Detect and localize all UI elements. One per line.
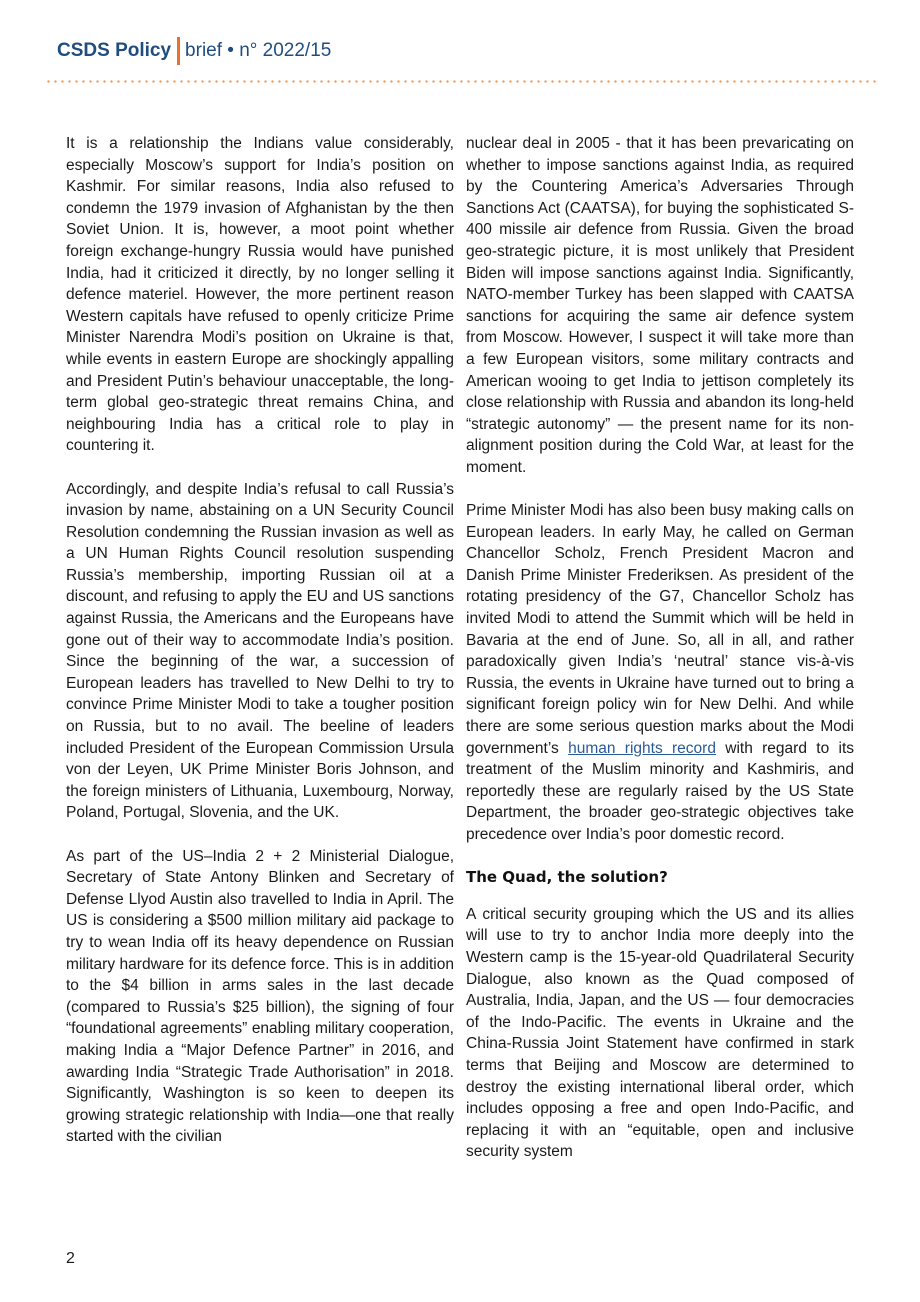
brand-title: CSDS Policy <box>57 40 172 61</box>
right-column <box>466 133 854 1163</box>
page-number: 2 <box>66 1250 75 1267</box>
paragraph: Accordingly, and despite India’s refusal to call Russia’s invasion by name, abstaining on a UN Security Council Resolution condemning the Russian invasion as well as a UN Human Rights Council resolution suspending Russia’s membership, importing Russian oil at a discount, and refusing to apply the EU and US sanctions against Russia, the Americans and the Europeans have gone out of their way to accommodate India’s position. Since the beginning of the war, a succession of European leaders has travelled to New Delhi to try to convince Prime Minister Modi to take a tougher position on Russia, but to no avail. The beeline of leaders included President of the European Commission Ursula von der Leyen, UK Prime Minister Boris Johnson, and the foreign ministers of Lithuania, Luxembourg, Norway, Poland, Portugal, Slovenia, and the UK. <box>66 480 454 822</box>
paragraph-text: with regard to its treatment of the Muslim minority and Kashmiris, and reportedly these are regularly raised by the US State Department, the broader geo-strategic objectives take precedence over India’s poor domestic record. <box>466 739 855 843</box>
paragraph-with-link <box>466 500 854 846</box>
paragraph: As part of the US–India 2 + 2 Ministerial Dialogue, Secretary of State Antony Blinken and Secretary of Defense Llyod Austin also travelled to India in April. The US is considering a $500 million military aid package to try to wean India off its heavy dependence on Russian military hardware for its defence force. This is in addition to the $4 billion in arms sales in the last decade (compared to Russia’s $25 billion), the signing of four “foundational agreements” enabling military cooperation, making India a “Major Defence Partner” in 2016, and awarding India “Strategic Trade Authorisation” in 2018. Significantly, Washington is so keen to deepen its growing strategic relationship with India—one that really started with the civilian <box>66 847 454 1146</box>
paragraph: A critical security grouping which the US and its allies will use to try to anchor India more deeply into the Western camp is the 15-year-old Quadrilateral Security Dialogue, also known as the Quad composed of Australia, India, Japan, and the US — four democracies of the Indo-Pacific. The events in Ukraine and the China-Russia Joint Statement have confirmed in stark terms that Beijing and Moscow are determined to destroy the existing international liberal order, which includes opposing a free and open Indo-Pacific, and replacing it with an “equitable, open and inclusive security system <box>466 905 854 1161</box>
paragraph-text: Prime Minister Modi has also been busy making calls on European leaders. In early May, he called on German Chancellor Scholz, French President Macron and Danish Prime Minister Frederiksen. As president of the rotating presidency of the G7, Chancellor Scholz has invited Modi to attend the Summit which will be held in Bavaria at the end of June. So, all in all, and rather paradoxically given India’s ‘neutral’ stance vis-à-vis Russia, the events in Ukraine have turned out to bring a significant foreign policy win for New Delhi. And while there are some serious question marks about the Modi government’s <box>466 502 854 757</box>
paragraph: nuclear deal in 2005 - that it has been prevaricating on whether to impose sanctions against India, as required by the Countering America’s Adversaries Through Sanctions Act (CAATSA), for buying the sophisticated S-400 missile air defence from Russia. Given the broad geo-strategic picture, it is most unlikely that President Biden will impose sanctions against India. Significantly, NATO-member Turkey has been slapped with CAATSA sanctions for acquiring the same air defence system from Moscow. However, I suspect it will take more than a few European visitors, some military contracts and American wooing to get India to jettison completely its close relationship with Russia and abandon its long-held “strategic autonomy” — the present name for its non-alignment position during the Cold War, at least for the moment. <box>466 135 854 476</box>
header-separator <box>177 37 180 65</box>
document-header <box>57 36 331 66</box>
dotted-divider <box>45 80 877 83</box>
paragraph: It is a relationship the Indians value considerably, especially Moscow’s support for India’s position on Kashmir. For similar reasons, India also refused to condemn the 1979 invasion of Afghanistan by the then Soviet Union. It is, however, a moot point whether foreign exchange-hungry Russia would have punished India, had it criticized it directly, by no longer selling it defence materiel. However, the more pertinent reason Western capitals have refused to openly criticize Prime Minister Narendra Modi’s position on Ukraine is that, while events in eastern Europe are shockingly appalling and President Putin’s behaviour unacceptable, the long-term global geo-strategic threat remains China, and neighbouring India has a critical role to play in countering it. <box>66 135 454 455</box>
section-heading: The Quad, the solution? <box>466 868 668 887</box>
human-rights-record-link[interactable]: human rights record <box>568 739 716 757</box>
brief-number: brief • n° 2022/15 <box>185 40 332 61</box>
left-column <box>66 133 454 1148</box>
